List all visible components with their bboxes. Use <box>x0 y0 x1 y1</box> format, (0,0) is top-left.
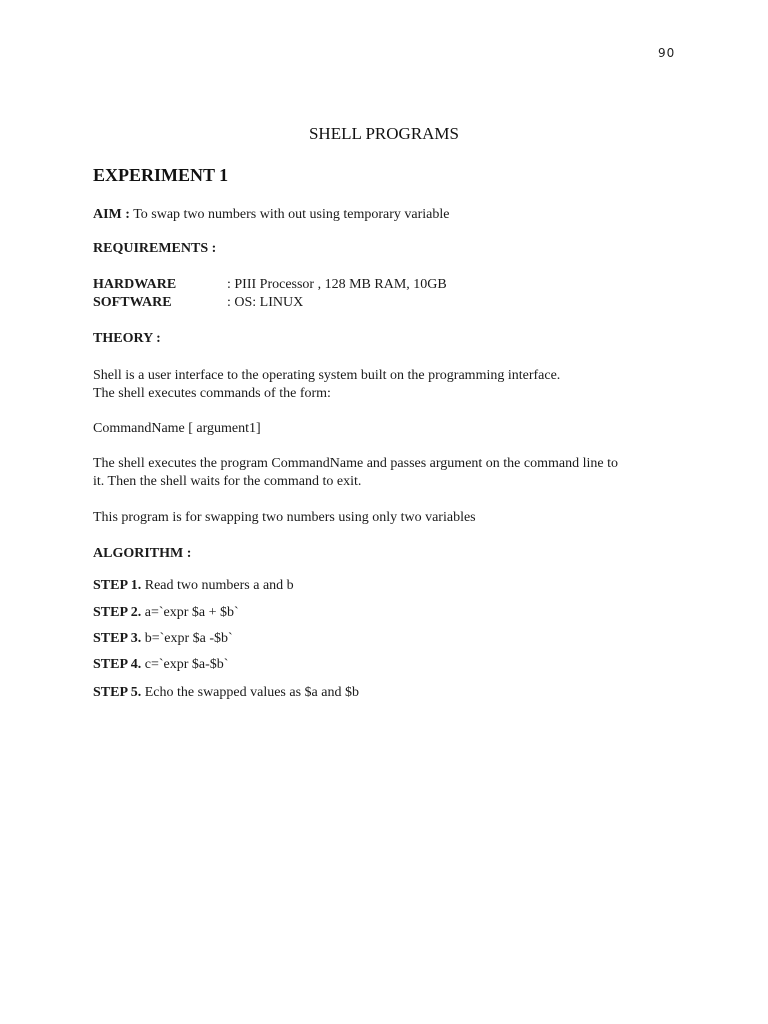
step-label: STEP 5. <box>93 685 142 700</box>
step-text: Read two numbers a and b <box>144 578 294 593</box>
step-label: STEP 4. <box>93 657 142 672</box>
step-text: b=`expr $a -$b` <box>144 631 233 646</box>
requirements-heading: REQUIREMENTS : <box>93 241 217 256</box>
step-5 <box>93 685 359 701</box>
step-2 <box>93 605 239 621</box>
algorithm-heading: ALGORITHM : <box>93 546 192 561</box>
theory-line-2: The shell executes commands of the form: <box>93 386 331 401</box>
page-number: 90 <box>658 46 676 60</box>
step-1 <box>93 578 294 594</box>
aim-line <box>93 207 449 223</box>
command-form: CommandName [ argument1] <box>93 421 261 436</box>
theory-para2-line-1: The shell executes the program CommandName and passes argument on the command line to <box>93 456 618 471</box>
theory-para2-line-2: it. Then the shell waits for the command to exit. <box>93 474 362 489</box>
step-text: a=`expr $a + $b` <box>144 605 239 620</box>
software-value: : OS: LINUX <box>227 295 304 310</box>
software-label: SOFTWARE <box>93 295 172 310</box>
theory-paragraph-2 <box>93 455 693 491</box>
step-3 <box>93 631 233 647</box>
experiment-heading: EXPERIMENT 1 <box>93 165 229 185</box>
aim-text: To swap two numbers with out using temporary variable <box>133 207 450 222</box>
page-title: SHELL PROGRAMS <box>308 124 460 143</box>
theory-paragraph-1 <box>93 367 693 403</box>
step-text: c=`expr $a-$b` <box>144 657 229 672</box>
aim-label: AIM : <box>93 207 130 222</box>
step-label: STEP 1. <box>93 578 142 593</box>
step-label: STEP 2. <box>93 605 142 620</box>
step-text: Echo the swapped values as $a and $b <box>144 685 359 700</box>
theory-paragraph-3: This program is for swapping two numbers using only two variables <box>93 510 476 525</box>
step-label: STEP 3. <box>93 631 142 646</box>
step-4 <box>93 657 228 673</box>
theory-heading: THEORY : <box>93 331 161 346</box>
theory-line-1: Shell is a user interface to the operating system built on the programming interface. <box>93 368 561 383</box>
hardware-label: HARDWARE <box>93 277 177 292</box>
hardware-value: : PIII Processor , 128 MB RAM, 10GB <box>227 277 447 292</box>
software-line <box>93 295 303 311</box>
hardware-line <box>93 277 447 293</box>
